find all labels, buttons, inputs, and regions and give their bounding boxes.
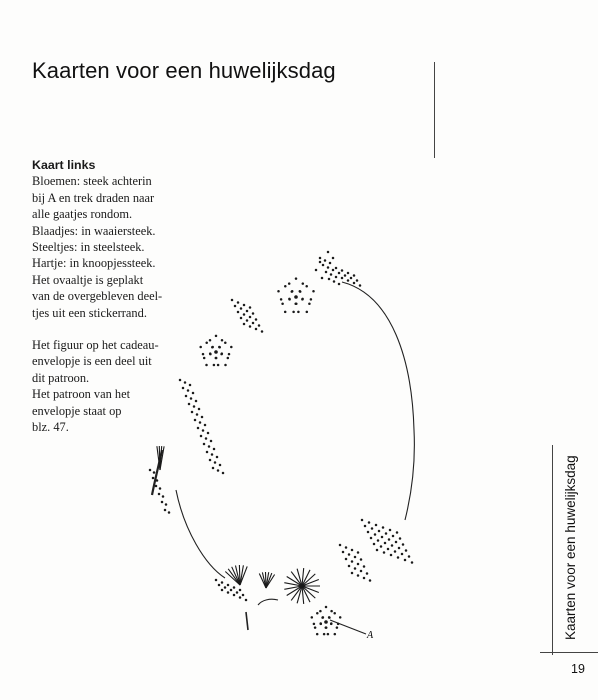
pattern-hole (345, 546, 348, 549)
pattern-hole (185, 395, 188, 398)
stem-right (342, 282, 414, 520)
pattern-hole (284, 311, 287, 314)
pattern-hole (295, 277, 298, 280)
pattern-hole (382, 526, 385, 529)
fan-ray (302, 586, 315, 598)
pattern-hole (188, 403, 191, 406)
pattern-hole (158, 493, 161, 496)
pattern-hole (361, 519, 364, 522)
point-label-a: A (367, 630, 374, 641)
pattern-hole (325, 606, 328, 609)
text-line: Hartje: in knoopjessteek. (32, 256, 156, 271)
pattern-hole (243, 323, 246, 326)
pattern-hole (239, 596, 242, 599)
pattern-hole (255, 318, 258, 321)
pattern-hole (214, 350, 218, 354)
pattern-hole (333, 612, 336, 615)
text-line: Bloemen: steek achterin (32, 174, 152, 189)
pattern-hole (164, 509, 167, 512)
pattern-hole (211, 346, 214, 349)
pattern-hole (193, 405, 196, 408)
pattern-hole (380, 545, 383, 548)
pattern-hole (330, 610, 333, 613)
pattern-hole (233, 594, 236, 597)
pattern-hole (337, 623, 340, 626)
pattern-hole (246, 310, 249, 313)
pattern-hole (374, 533, 377, 536)
pattern-hole (211, 453, 214, 456)
text-line: Het figuur op het cadeau- (32, 338, 159, 353)
pattern-hole (187, 389, 190, 392)
pattern-hole (384, 542, 387, 545)
pattern-hole (367, 531, 370, 534)
pattern-hole (209, 339, 212, 342)
pattern-hole (395, 541, 398, 544)
pattern-hole (354, 567, 357, 570)
pattern-hole (291, 290, 294, 293)
pattern-hole (342, 551, 345, 554)
pattern-hole (184, 381, 187, 384)
pattern-hole (280, 298, 283, 301)
pattern-hole (191, 411, 194, 414)
pattern-hole (378, 530, 381, 533)
pattern-hole (162, 495, 165, 498)
pattern-hole (218, 584, 221, 587)
stem-small (246, 612, 248, 630)
pattern-hole (277, 290, 280, 293)
pattern-hole (319, 610, 322, 613)
pattern-hole (388, 538, 391, 541)
pattern-hole (243, 304, 246, 307)
pattern-hole (364, 525, 367, 528)
pattern-hole (385, 532, 388, 535)
pattern-hole (245, 599, 248, 602)
text-line: Het patroon van het (32, 387, 131, 402)
pattern-hole (221, 589, 224, 592)
pattern-hole (327, 251, 330, 254)
pattern-hole (344, 274, 347, 277)
pattern-hole (234, 305, 237, 308)
pattern-hole (249, 325, 252, 328)
pattern-hole (375, 524, 378, 527)
pattern-hole (152, 477, 155, 480)
pattern-hole (350, 277, 353, 280)
pattern-hole (222, 472, 225, 475)
pattern-hole (316, 633, 319, 636)
pattern-hole (333, 280, 336, 283)
pattern-hole (345, 558, 348, 561)
pattern-hole (295, 303, 298, 306)
stem-left (176, 490, 225, 578)
pattern-hole (339, 616, 342, 619)
pattern-hole (335, 267, 338, 270)
pattern-hole (201, 416, 204, 419)
pattern-hole (330, 273, 333, 276)
pattern-hole (227, 357, 230, 360)
pattern-hole (353, 282, 356, 285)
pattern-hole (397, 556, 400, 559)
text-line: tjes uit een stickerrand. (32, 305, 147, 320)
pattern-hole (394, 550, 397, 553)
pattern-hole (205, 437, 208, 440)
pattern-hole (389, 529, 392, 532)
pattern-hole (391, 544, 394, 547)
pattern-hole (215, 579, 218, 582)
pattern-hole (216, 456, 219, 459)
pattern-hole (207, 432, 210, 435)
fan-ray (302, 574, 315, 586)
pattern-hole (224, 586, 227, 589)
pattern-hole (387, 548, 390, 551)
pattern-hole (252, 322, 255, 325)
side-divider (552, 445, 553, 655)
pattern-hole (319, 257, 322, 260)
pattern-hole (197, 427, 200, 430)
pattern-hole (323, 633, 326, 636)
pattern-hole (327, 266, 330, 269)
pattern-hole (233, 586, 236, 589)
pattern-hole (249, 306, 252, 309)
pattern-hole (312, 290, 315, 293)
pattern-hole (371, 527, 374, 530)
pattern-hole (332, 257, 335, 260)
pattern-hole (240, 317, 243, 320)
pattern-hole (255, 328, 258, 331)
pattern-hole (332, 269, 335, 272)
pattern-hole (195, 400, 198, 403)
pattern-hole (203, 443, 206, 446)
pattern-hole (284, 285, 287, 288)
pattern-hole (401, 553, 404, 556)
pattern-hole (313, 623, 316, 626)
pattern-hole (190, 397, 193, 400)
pattern-hole (381, 536, 384, 539)
pattern-hole (215, 335, 218, 338)
pattern-hole (237, 301, 240, 304)
pattern-hole (402, 543, 405, 546)
pattern-hole (198, 408, 201, 411)
text-line: Het ovaaltje is geplakt (32, 272, 144, 287)
pattern-hole (208, 445, 211, 448)
page-title: Kaarten voor een huwelijksdag (32, 58, 336, 83)
pattern-hole (324, 259, 327, 262)
pattern-hole (328, 616, 331, 619)
page-number: 19 (571, 662, 585, 676)
pattern-hole (316, 612, 319, 615)
pattern-hole (213, 448, 216, 451)
pattern-hole (324, 620, 328, 624)
pattern-hole (319, 261, 322, 264)
pattern-hole (360, 570, 363, 573)
pattern-hole (230, 589, 233, 592)
pattern-hole (377, 539, 380, 542)
pattern-hole (368, 521, 371, 524)
pattern-hole (360, 558, 363, 561)
pattern-hole (351, 549, 354, 552)
pattern-hole (288, 298, 291, 301)
pattern-hole (390, 554, 393, 557)
pattern-hole (219, 464, 222, 467)
pattern-hole (302, 282, 305, 285)
pattern-hole (205, 364, 208, 367)
pattern-hole (356, 279, 359, 282)
pattern-hole (294, 295, 298, 299)
pattern-hole (227, 584, 230, 587)
pattern-hole (204, 424, 207, 427)
pattern-hole (153, 471, 156, 474)
pattern-hole (396, 531, 399, 534)
arrow-a-line (330, 620, 366, 634)
pattern-hole (224, 341, 227, 344)
pattern-hole (200, 435, 203, 438)
pattern-hole (221, 339, 224, 342)
pattern-hole (218, 346, 221, 349)
pattern-hole (196, 413, 199, 416)
pattern-hole (156, 479, 159, 482)
pattern-hole (363, 565, 366, 568)
pattern-hole (214, 461, 217, 464)
pattern-hole (297, 311, 300, 314)
pattern-hole (189, 384, 192, 387)
pattern-hole (354, 556, 357, 559)
pattern-hole (292, 311, 295, 314)
pattern-hole (210, 440, 213, 443)
text-line: envelopje is een deel uit (32, 354, 152, 369)
pattern-hole (405, 549, 408, 552)
pattern-hole (336, 626, 339, 629)
rays (157, 446, 320, 604)
pattern-hole (314, 626, 317, 629)
pattern-hole (202, 353, 205, 356)
pattern-hole (149, 469, 152, 472)
pattern-hole (322, 616, 325, 619)
pattern-hole (359, 284, 362, 287)
pattern-hole (330, 622, 333, 625)
pattern-hole (246, 319, 249, 322)
pattern-hole (341, 277, 344, 280)
pattern-hole (179, 379, 182, 382)
pattern-hole (217, 364, 220, 367)
pattern-hole (182, 387, 185, 390)
pattern-hole (217, 469, 220, 472)
text-line: van de overgebleven deel- (32, 289, 163, 304)
pattern-hole (357, 563, 360, 566)
pattern-hole (398, 547, 401, 550)
text-line: dit patroon. (32, 370, 90, 385)
pattern-hole (334, 633, 337, 636)
pattern-hole (209, 353, 212, 356)
text-line: alle gaatjes rondom. (32, 207, 133, 222)
pattern-hole (165, 503, 168, 506)
pattern-hole (341, 269, 344, 272)
pattern-hole (335, 276, 338, 279)
pattern-hole (243, 313, 246, 316)
pattern-hole (357, 551, 360, 554)
dot-pattern (149, 251, 414, 636)
pattern-hole (383, 551, 386, 554)
pattern-hole (212, 467, 215, 470)
pattern-hole (249, 316, 252, 319)
pattern-hole (339, 544, 342, 547)
text-line: bij A en trek draden naar (32, 190, 155, 205)
pattern-hole (348, 553, 351, 556)
pattern-hole (370, 537, 373, 540)
pattern-hole (353, 274, 356, 277)
text-line: blz. 47. (32, 420, 69, 435)
pattern-hole (224, 364, 227, 367)
pattern-hole (221, 352, 224, 355)
pattern-hole (338, 283, 341, 286)
pattern-hole (192, 392, 195, 395)
pattern-hole (325, 271, 328, 274)
pattern-hole (351, 572, 354, 575)
pattern-hole (240, 307, 243, 310)
pattern-hole (311, 616, 314, 619)
pattern-hole (236, 591, 239, 594)
pattern-hole (408, 555, 411, 558)
text-line: Steeltjes: in steelsteek. (32, 240, 145, 255)
pattern-hole (329, 262, 332, 265)
pattern-hole (347, 272, 350, 275)
pattern-hole (357, 574, 360, 577)
pattern-hole (194, 419, 197, 422)
pattern-hole (239, 589, 242, 592)
pattern-hole (231, 299, 234, 302)
pattern-hole (168, 511, 171, 514)
section-heading: Kaart links (32, 158, 96, 172)
stem-bottom (258, 599, 278, 605)
pattern-hole (155, 485, 158, 488)
pattern-hole (281, 303, 284, 306)
pattern-hole (392, 535, 395, 538)
pattern-hole (230, 346, 233, 349)
pattern-hole (321, 277, 324, 280)
pattern-hole (351, 560, 354, 563)
pattern-hole (306, 311, 309, 314)
pattern-hole (261, 330, 264, 333)
fan-ray (239, 565, 240, 585)
text-line: Blaadjes: in waaiersteek. (32, 223, 156, 238)
pattern-hole (322, 264, 325, 267)
pattern-hole (228, 353, 231, 356)
pattern-hole (202, 429, 205, 432)
pattern-hole (213, 364, 216, 367)
pattern-hole (328, 278, 331, 281)
pattern-hole (327, 633, 330, 636)
pattern-hole (348, 565, 351, 568)
pattern-hole (376, 549, 379, 552)
pattern-hole (347, 279, 350, 282)
pattern-hole (301, 298, 304, 301)
pattern-hole (199, 346, 202, 349)
pattern-hole (411, 561, 414, 564)
pattern-hole (338, 272, 341, 275)
pattern-hole (399, 537, 402, 540)
pattern-hole (258, 324, 261, 327)
pattern-hole (159, 487, 162, 490)
pattern-hole (373, 543, 376, 546)
pattern-hole (308, 303, 311, 306)
pattern-hole (315, 269, 318, 272)
pattern-hole (215, 357, 218, 360)
pattern-hole (205, 341, 208, 344)
pattern-hole (320, 623, 323, 626)
pattern-hole (209, 459, 212, 462)
pattern-hole (288, 282, 291, 285)
pattern-hole (305, 285, 308, 288)
pattern-hole (325, 626, 328, 629)
pattern-hole (161, 501, 164, 504)
pattern-hole (242, 594, 245, 597)
text-line: envelopje staat op (32, 403, 122, 418)
pattern-hole (203, 357, 206, 360)
pattern-hole (237, 311, 240, 314)
pattern-hole (366, 572, 369, 575)
pattern-hole (221, 581, 224, 584)
pattern-hole (404, 559, 407, 562)
pattern-hole (199, 421, 202, 424)
pattern-hole (299, 290, 302, 293)
running-title: Kaarten voor een huwelijksdag (563, 455, 578, 640)
pattern-hole (369, 579, 372, 582)
pattern-hole (363, 577, 366, 580)
pattern-hole (310, 298, 313, 301)
pattern-hole (252, 312, 255, 315)
pattern-hole (227, 591, 230, 594)
footer-divider (540, 652, 598, 653)
pattern-hole (206, 451, 209, 454)
